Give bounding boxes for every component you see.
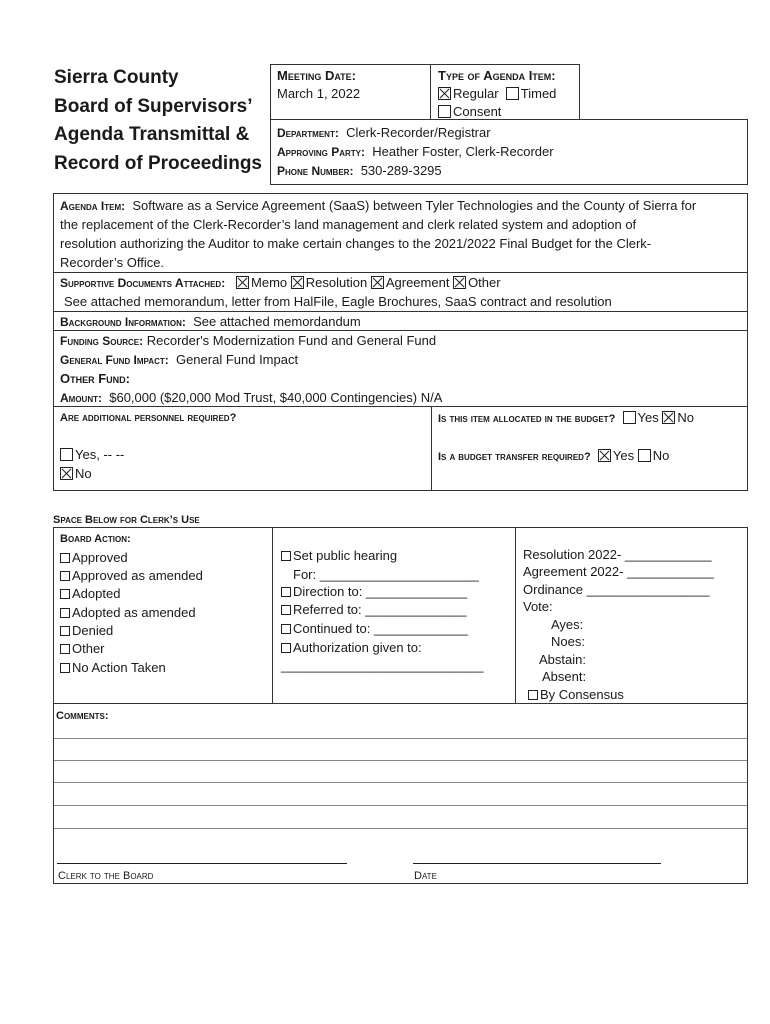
adopted-amended-checkbox[interactable] [60, 608, 70, 618]
ordinance-number: Ordinance _________________ [523, 582, 710, 597]
divider [53, 330, 748, 331]
agreement-number: Agreement 2022- ____________ [523, 564, 714, 579]
regular-checkbox[interactable] [438, 87, 451, 100]
personnel-no[interactable]: No [60, 466, 92, 482]
phone-row: Phone Number: 530-289-3295 [277, 163, 442, 178]
title-line: Agenda Transmittal & [54, 124, 250, 145]
divider [431, 406, 432, 491]
agreement-checkbox[interactable] [371, 276, 384, 289]
allocated-no-checkbox[interactable] [662, 411, 675, 424]
transfer-yes-checkbox[interactable] [598, 449, 611, 462]
consensus-checkbox[interactable] [528, 690, 538, 700]
divider [53, 406, 748, 407]
allocated-yes-checkbox[interactable] [623, 411, 636, 424]
denied-checkbox[interactable] [60, 626, 70, 636]
action-denied[interactable]: Denied [60, 623, 113, 639]
background-row: Background Information: See attached memordandum [60, 314, 361, 329]
resolution-number: Resolution 2022- ____________ [523, 547, 712, 562]
action-no-action[interactable]: No Action Taken [60, 660, 166, 676]
resolution-checkbox[interactable] [291, 276, 304, 289]
consensus-option[interactable]: By Consensus [528, 687, 624, 703]
mid-item[interactable]: Set public hearing [281, 548, 397, 564]
meeting-date-value: March 1, 2022 [277, 86, 361, 101]
approving-row: Approving Party: Heather Foster, Clerk-Recorder [277, 144, 554, 159]
document-title [54, 64, 269, 178]
vote-label: Vote: [523, 599, 553, 614]
divider [515, 527, 516, 704]
mid-item[interactable]: Direction to: ______________ [281, 584, 467, 600]
divider [53, 272, 748, 273]
supporting-docs-note: See attached memorandum, letter from HalFile, Eagle Brochures, SaaS contract and resolution [64, 294, 612, 309]
referred-checkbox[interactable] [281, 605, 291, 615]
date-signature-line [413, 863, 661, 864]
budget-allocated-row: Is this item allocated in the budget? Yes No [438, 410, 694, 425]
mid-item[interactable]: Authorization given to: [281, 640, 422, 656]
authorization-line: ____________________________ [281, 658, 484, 673]
agenda-type-consent[interactable]: Consent [438, 104, 501, 120]
department-row: Department: Clerk-Recorder/Registrar [277, 125, 491, 140]
agenda-type-label: Type of Agenda Item: [438, 68, 556, 83]
funding-source-row: Funding Source: Recorder's Modernization Fund and General Fund [60, 333, 437, 348]
direction-checkbox[interactable] [281, 587, 291, 597]
amount-row: Amount: $60,000 ($20,000 Mod Trust, $40,000 Contingencies) N/A [60, 390, 443, 405]
clerk-signature-label: Clerk to the Board [58, 870, 154, 882]
agenda-item-line: Recorder’s Office. [60, 255, 165, 270]
action-adopted[interactable]: Adopted [60, 586, 120, 602]
other-checkbox[interactable] [453, 276, 466, 289]
agenda-type-regular[interactable]: Regular Timed [438, 86, 556, 102]
personnel-yes-checkbox[interactable] [60, 448, 73, 461]
divider [53, 703, 748, 704]
comment-line [54, 760, 747, 761]
mid-item[interactable]: Referred to: ______________ [281, 602, 466, 618]
board-action-label: Board Action: [60, 533, 131, 545]
mid-item[interactable]: Continued to: _____________ [281, 621, 468, 637]
comment-line [54, 782, 747, 783]
timed-checkbox[interactable] [506, 87, 519, 100]
divider [272, 527, 273, 704]
approved-checkbox[interactable] [60, 553, 70, 563]
noes-label: Noes: [551, 634, 585, 649]
divider [53, 311, 748, 312]
supporting-docs-row: Supportive Documents Attached: Memo Resolution Agreement Other [60, 275, 501, 290]
agenda-item-line: the replacement of the Clerk-Recorder’s land management and clerk related system and adoption of [60, 217, 637, 232]
comment-line [54, 828, 747, 829]
no-action-checkbox[interactable] [60, 663, 70, 673]
title-line: Record of Proceedings [54, 152, 262, 174]
action-approved-amended[interactable]: Approved as amended [60, 568, 203, 584]
title-line: Sierra County [54, 67, 179, 88]
mid-item: For: ______________________ [293, 567, 479, 582]
adopted-checkbox[interactable] [60, 589, 70, 599]
authorization-checkbox[interactable] [281, 643, 291, 653]
other-action-checkbox[interactable] [60, 644, 70, 654]
approved-amended-checkbox[interactable] [60, 571, 70, 581]
absent-label: Absent: [542, 669, 587, 684]
continued-checkbox[interactable] [281, 624, 291, 634]
budget-transfer-row: Is a budget transfer required? Yes No [438, 448, 670, 463]
memo-checkbox[interactable] [236, 276, 249, 289]
agenda-item-line: resolution authorizing the Auditor to make certain changes to the 2021/2022 Final Budget for the Clerk- [60, 236, 652, 251]
clerk-section-label: Space Below for Clerk’s Use [53, 514, 200, 526]
transfer-no-checkbox[interactable] [638, 449, 651, 462]
comment-line [54, 738, 747, 739]
consent-checkbox[interactable] [438, 105, 451, 118]
action-other[interactable]: Other [60, 641, 105, 657]
date-signature-label: Date [414, 870, 437, 882]
personnel-question: Are additional personnel required? [60, 412, 237, 424]
ayes-label: Ayes: [551, 617, 584, 632]
action-adopted-amended[interactable]: Adopted as amended [60, 605, 196, 621]
personnel-yes[interactable]: Yes, -- -- [60, 447, 124, 463]
general-fund-row: General Fund Impact: General Fund Impact [60, 352, 299, 367]
clerk-signature-line [57, 863, 347, 864]
other-fund-label: Other Fund: [60, 371, 130, 386]
meeting-date-label: Meeting Date: [277, 68, 356, 83]
public-hearing-checkbox[interactable] [281, 551, 291, 561]
abstain-label: Abstain: [539, 652, 586, 667]
agenda-item-line: Agenda Item: Software as a Service Agreement (SaaS) between Tyler Technologies and the County of Sierra for [60, 198, 697, 213]
action-approved[interactable]: Approved [60, 550, 128, 566]
comments-label: Comments: [56, 710, 109, 722]
personnel-no-checkbox[interactable] [60, 467, 73, 480]
comment-line [54, 805, 747, 806]
title-line: Board of Supervisors’ [54, 95, 253, 117]
